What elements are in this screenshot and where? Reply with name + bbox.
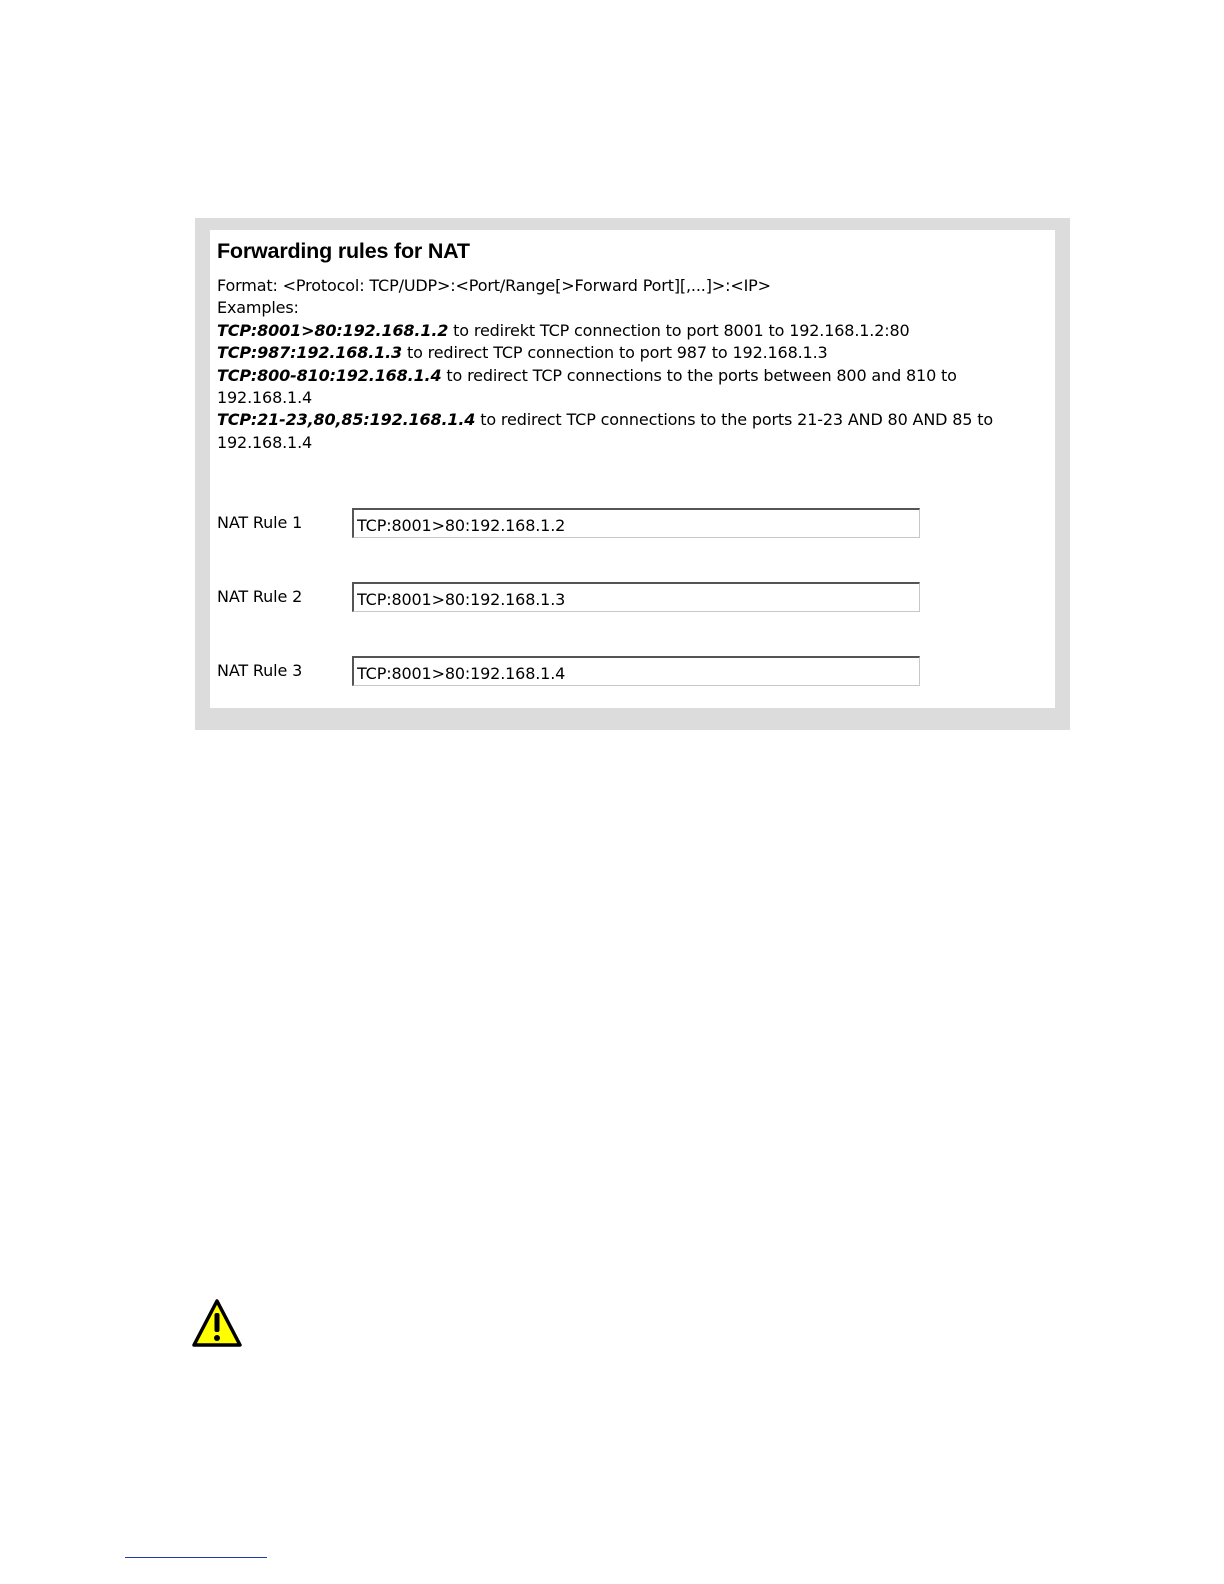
example-code: TCP:800-810:192.168.1.4 [217, 365, 442, 385]
example-line [217, 409, 1047, 454]
panel-title: Forwarding rules for NAT [217, 239, 470, 263]
nat-rule-3-row [217, 656, 927, 686]
nat-rule-3-input[interactable] [352, 656, 920, 686]
example-description: to redirect TCP connections to the ports 21-23 AND 80 AND 85 to 192.168.1.4 [217, 410, 994, 452]
format-line: Format: <Protocol: TCP/UDP>:<Port/Range[>Forward Port][,...]>:<IP> [217, 276, 771, 295]
footnote-separator [125, 1557, 267, 1558]
nat-rule-3-label: NAT Rule 3 [217, 661, 303, 680]
nat-rule-2-label: NAT Rule 2 [217, 587, 303, 606]
nat-forwarding-screenshot [195, 218, 1070, 730]
example-code: TCP:21-23,80,85:192.168.1.4 [217, 410, 476, 430]
format-help [217, 275, 1047, 454]
nat-rule-1-row [217, 508, 927, 538]
nat-forwarding-panel [210, 230, 1055, 708]
example-description: to redirekt TCP connection to port 8001 to 192.168.1.2:80 [448, 320, 910, 340]
example-code: TCP:8001>80:192.168.1.2 [217, 320, 449, 340]
example-line [217, 342, 1047, 364]
example-description: to redirect TCP connections to the ports between 800 and 810 to 192.168.1.4 [217, 365, 957, 408]
nat-rule-1-label: NAT Rule 1 [217, 513, 303, 532]
example-description: to redirect TCP connection to port 987 to 192.168.1.3 [402, 343, 828, 363]
nat-rule-2-input[interactable] [352, 582, 920, 612]
example-code: TCP:987:192.168.1.3 [217, 343, 403, 363]
nat-rule-1-input[interactable] [352, 508, 920, 538]
example-line [217, 365, 1047, 410]
example-line [217, 320, 1047, 342]
nat-rule-2-row [217, 582, 927, 612]
warning-triangle-icon [191, 1298, 243, 1348]
examples-label: Examples: [217, 298, 299, 318]
